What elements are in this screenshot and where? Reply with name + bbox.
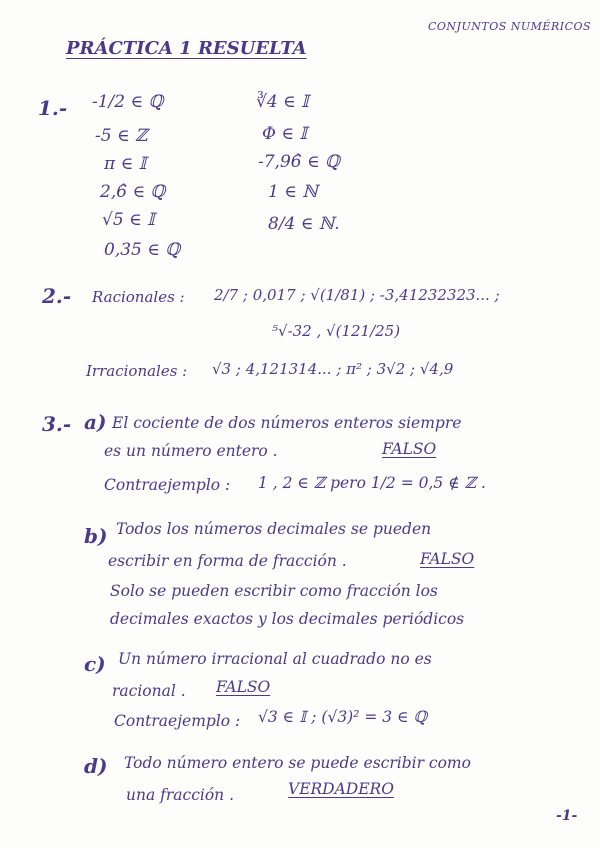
exercise-2-number: 2.- xyxy=(42,284,72,308)
ex3b-line-3: Solo se pueden escribir como fracción los xyxy=(110,582,438,600)
ex1-item-left-3: π ∈ 𝕀 xyxy=(104,154,147,174)
ex3a-verdict: FALSO xyxy=(382,440,437,458)
racionales-label: Racionales : xyxy=(92,288,185,306)
ex3c-line-2: racional . xyxy=(112,682,186,700)
ex1-item-left-4: 2,6̂ ∈ ℚ xyxy=(100,182,166,202)
page-title: PRÁCTICA 1 RESUELTA xyxy=(66,38,307,59)
ex3d-letter: d) xyxy=(84,754,108,778)
irracionales-label: Irracionales : xyxy=(86,362,188,380)
ex3b-line-1: Todos los números decimales se pueden xyxy=(116,520,432,538)
irracionales-line: √3 ; 4,121314... ; π² ; 3√2 ; √4,9 xyxy=(212,360,454,378)
ex3b-letter: b) xyxy=(84,524,108,548)
ex3a-letter: a) xyxy=(84,410,107,434)
ex1-item-right-2: Φ ∈ 𝕀 xyxy=(262,124,308,144)
ex3a-line-2: es un número entero . xyxy=(104,442,278,460)
ex3c-counterexample: √3 ∈ 𝕀 ; (√3)² = 3 ∈ ℚ xyxy=(258,708,427,726)
racionales-line-1: 2/7 ; 0,017 ; √(1/81) ; -3,41232323... ; xyxy=(214,286,500,304)
ex3b-line-2: escribir en forma de fracción . xyxy=(108,552,347,570)
ex3d-verdict: VERDADERO xyxy=(288,780,394,798)
exercise-1-number: 1.- xyxy=(38,96,68,120)
ex1-item-left-5: √5 ∈ 𝕀 xyxy=(102,210,155,230)
ex3c-verdict: FALSO xyxy=(216,678,271,696)
topic-header: CONJUNTOS NUMÉRICOS xyxy=(428,20,592,33)
ex3a-counter-label: Contraejemplo : xyxy=(104,476,231,494)
exercise-3-number: 3.- xyxy=(42,412,72,436)
page-number: -1- xyxy=(556,808,578,824)
ex1-item-right-3: -7,96̂ ∈ ℚ xyxy=(258,152,340,172)
ex3d-line-2: una fracción . xyxy=(126,786,235,804)
ex1-item-left-1: -1/2 ∈ ℚ xyxy=(92,92,164,112)
ex3d-line-1: Todo número entero se puede escribir como xyxy=(124,754,471,772)
ex3c-counter-label: Contraejemplo : xyxy=(114,712,241,730)
ex3a-line-1: El cociente de dos números enteros siempre xyxy=(112,414,462,432)
ex1-item-right-4: 1 ∈ ℕ xyxy=(268,182,318,202)
ex1-item-left-2: -5 ∈ ℤ xyxy=(95,126,148,146)
ex3a-counterexample: 1 , 2 ∈ ℤ pero 1/2 = 0,5 ∉ ℤ . xyxy=(258,474,486,492)
ex1-item-left-6: 0,35 ∈ ℚ xyxy=(104,240,181,260)
ex1-item-right-5: 8/4 ∈ ℕ. xyxy=(268,214,340,234)
racionales-line-2: ⁵√-32 , √(121/25) xyxy=(272,322,401,340)
ex3b-line-4: decimales exactos y los decimales periódicos xyxy=(110,610,465,628)
ex3c-letter: c) xyxy=(84,652,106,676)
ex1-item-right-1: ∛4 ∈ 𝕀 xyxy=(256,92,309,112)
ex3c-line-1: Un número irracional al cuadrado no es xyxy=(118,650,432,668)
ex3b-verdict: FALSO xyxy=(420,550,475,568)
